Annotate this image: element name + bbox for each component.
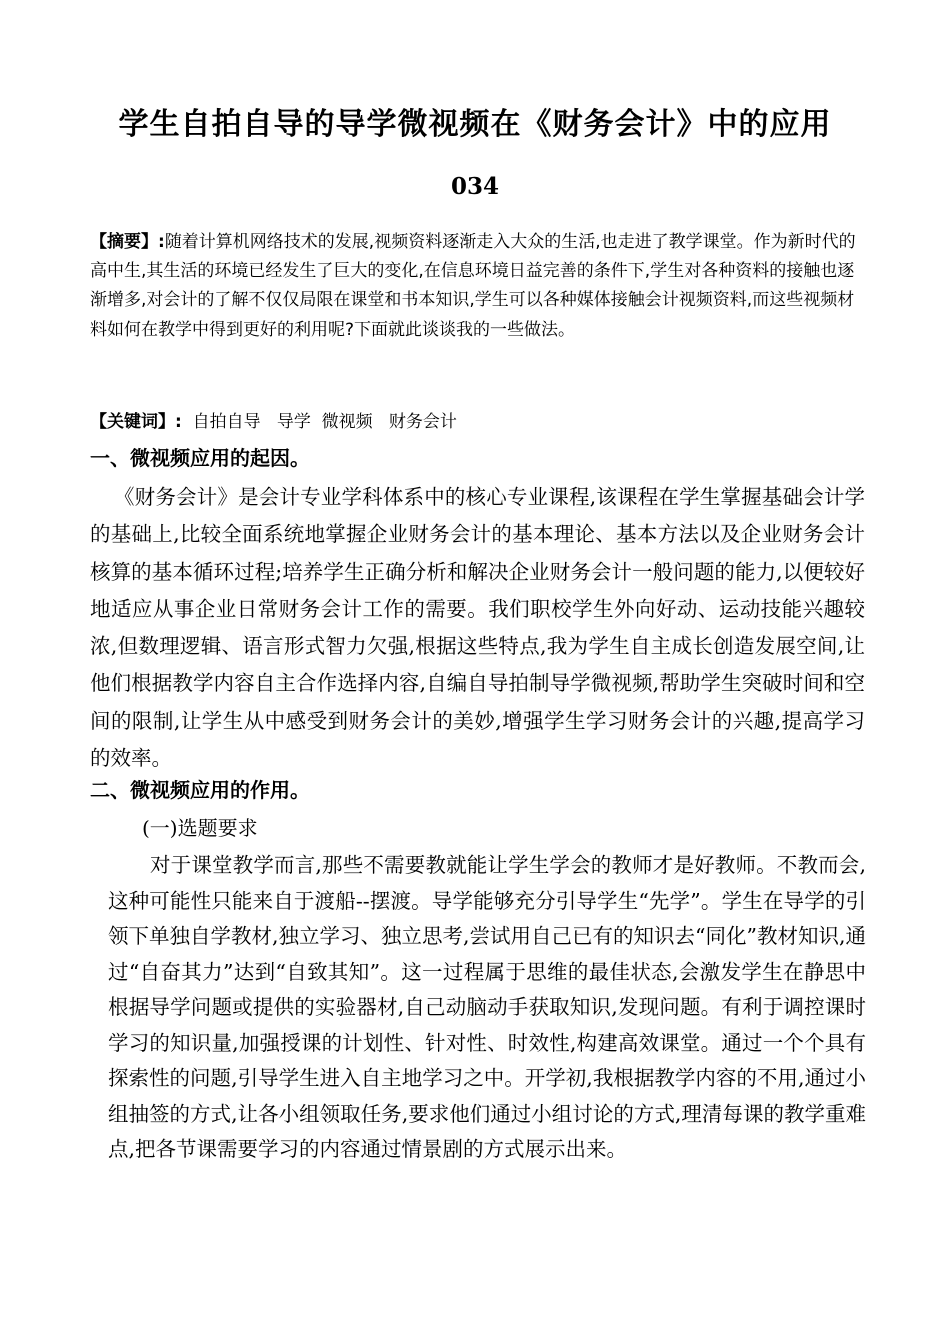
subsection-1-body: 对于课堂教学而言,那些不需要教就能让学生学会的教师才是好教师。不教而会,这种可能性只能来自于渡船--摆渡。导学能够充分引导学生“先学”。学生在导学的引领下单独自学教材,独立学习、独立思考,尝试用自己已有的知识去“同化”教材知识,通过“自奋其力”达到“自致其知”。这一过程属于思维的最佳状态,会激发学生在静思中根据导学问题或提供的实验器材,自己动脑动手获取知识,发现问题。有利于调控课时学习的知识量,加强授课的计划性、针对性、时效性,构建高效课堂。通过一个个具有探索性的问题,引导学生进入自主地学习之中。开学初,我根据教学内容的不用,通过小组抽签的方式,让各小组领取任务,要求他们通过小组讨论的方式,理清每课的教学重难点,把各节课需要学习的内容通过情景剧的方式展示出来。 bbox=[108, 853, 867, 1161]
section-1-body: 《财务会计》是会计专业学科体系中的核心专业课程,该课程在学生掌握基础会计学的基础上,比较全面系统地掌握企业财务会计的基本理论、基本方法以及企业财务会计核算的基本循环过程;培养学生正确分析和解决企业财务会计一般问题的能力,以便较好地适应从事企业日常财务会计工作的需要。我们职校学生外向好动、运动技能兴趣较浓,但数理逻辑、语言形式智力欠强,根据这些特点,我为学生自主成长创造发展空间,让他们根据教学内容自主合作选择内容,自编自导拍制导学微视频,帮助学生突破时间和空间的限制,让学生从中感受到财务会计的美妙,增强学生学习财务会计的兴趣,提高学习的效率。 bbox=[90, 485, 865, 771]
document-title: 学生自拍自导的导学微视频在《财务会计》中的应用 bbox=[118, 107, 832, 142]
abstract-label: 【摘要】: bbox=[90, 232, 165, 252]
abstract-text: 随着计算机网络技术的发展,视频资料逐渐走入大众的生活,也走进了教学课堂。作为新时代的高中生,其生活的环境已经发生了巨大的变化,在信息环境日益完善的条件下,学生对各种资料的接触也逐渐增多,对会计的了解不仅仅局限在课堂和书本知识,学生可以各种媒体接触会计视频资料,而这些视频材料如何在教学中得到更好的利用呢?下面就此谈谈我的一些做法。 bbox=[90, 232, 856, 340]
abstract-paragraph bbox=[90, 228, 862, 345]
section-heading-2: 二、微视频应用的作用。 bbox=[90, 778, 310, 802]
keywords-text: 自拍自导 导学 微视频 财务会计 bbox=[181, 412, 457, 432]
subsection-heading-1: (一)选题要求 bbox=[142, 816, 258, 840]
document-number: 034 bbox=[450, 173, 499, 200]
section-heading-1: 一、微视频应用的起因。 bbox=[90, 446, 310, 470]
keywords-line bbox=[90, 408, 862, 436]
keywords-label: 【关键词】: bbox=[90, 412, 182, 432]
